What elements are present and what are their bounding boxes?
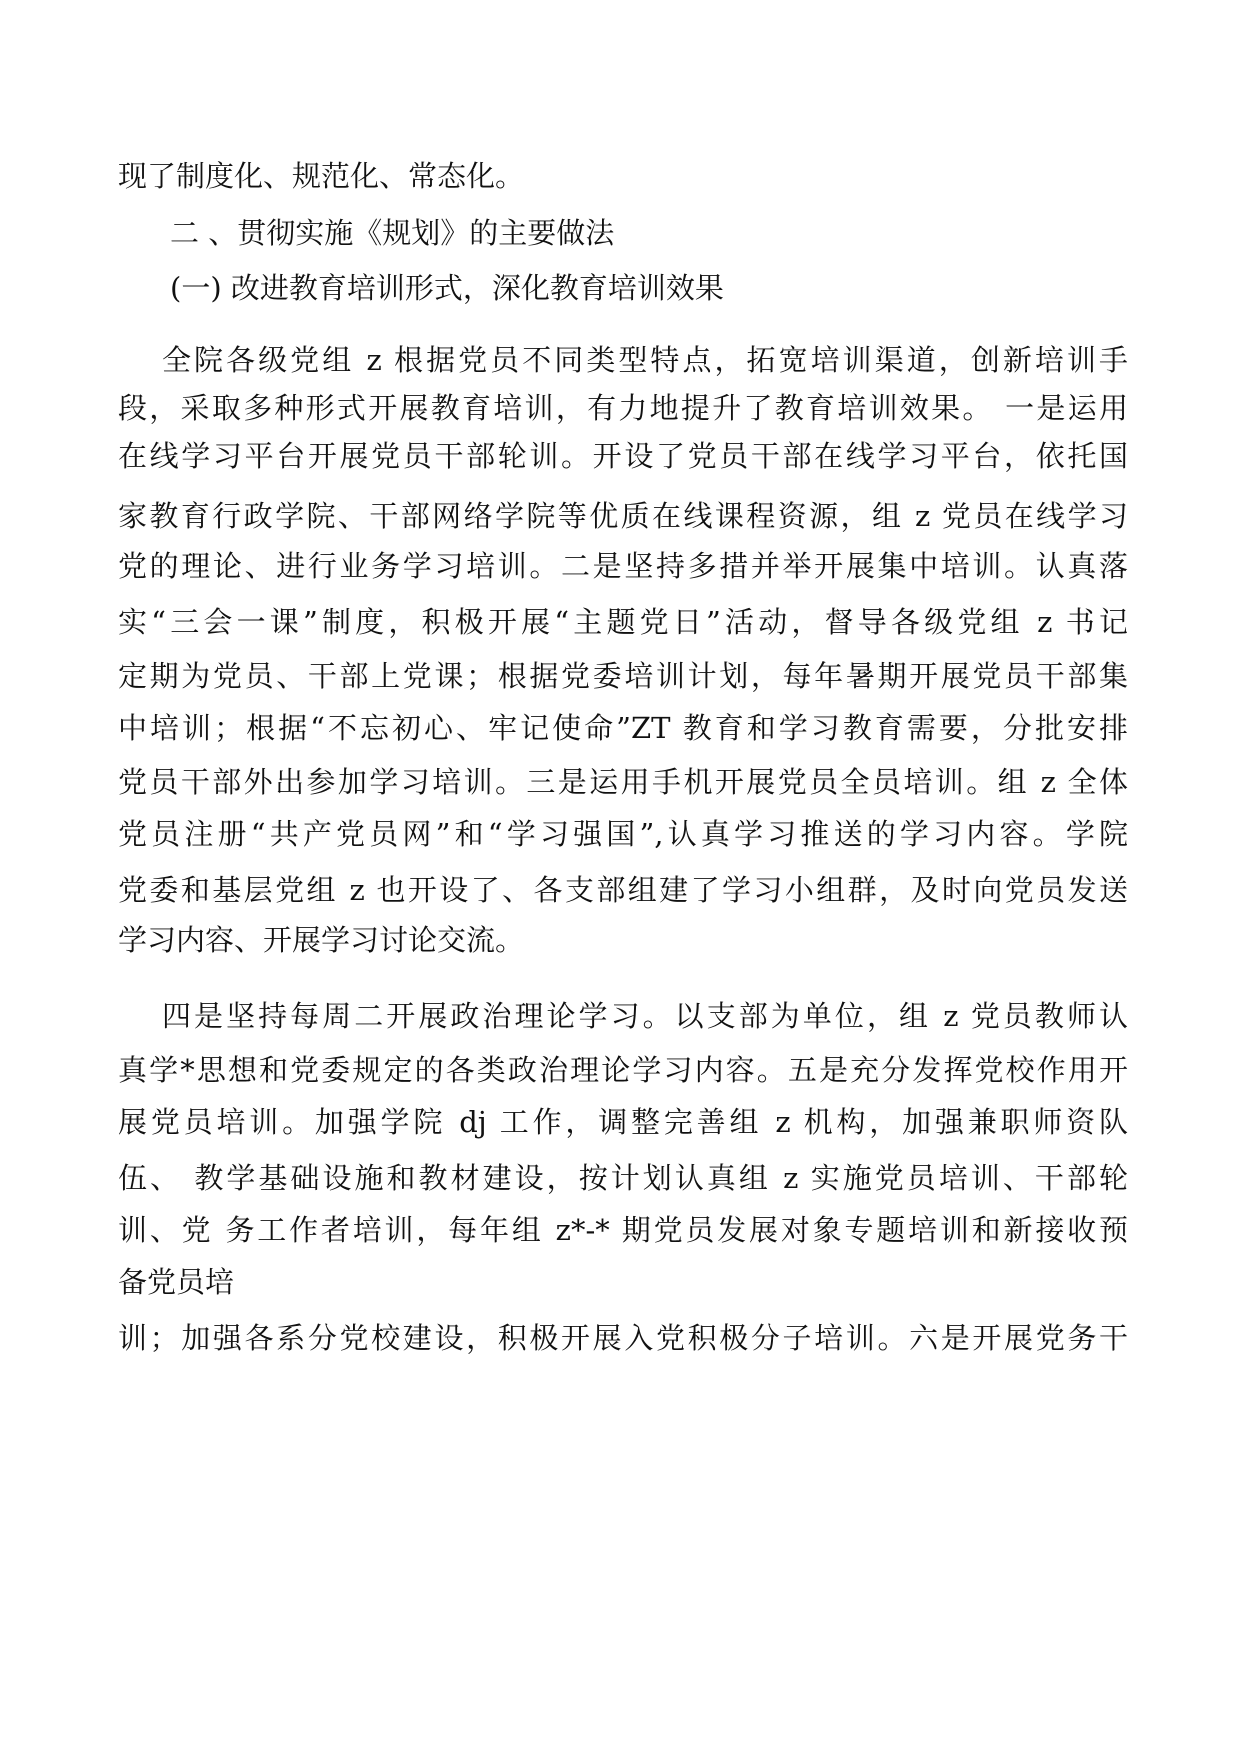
text-line: 训；加强各系分党校建设，积极开展入党积极分子培训。六是开展党务干 [118, 1321, 1128, 1355]
section-heading: 二 、贯彻实施《规划》的主要做法 [170, 216, 615, 250]
text-line: 四是坚持每周二开展政治理论学习。以支部为单位，组 z 党员教师认 [162, 999, 1128, 1033]
text-line: 党的理论、进行业务学习培训。二是坚持多措并举开展集中培训。认真落 [118, 549, 1128, 583]
text-line: 学习内容、开展学习讨论交流。 [118, 923, 525, 957]
text-line: 在线学习平台开展党员干部轮训。开设了党员干部在线学习平台，依托国 [118, 439, 1128, 473]
text-line: 伍、 教学基础设施和教材建设，按计划认真组 z 实施党员培训、干部轮 [118, 1161, 1128, 1195]
text-line: 展党员培训。加强学院 dj 工作，调整完善组 z 机构，加强兼职师资队 [118, 1105, 1128, 1139]
text-line: 定期为党员、干部上党课；根据党委培训计划，每年暑期开展党员干部集 [118, 659, 1128, 693]
text-line: 段，采取多种形式开展教育培训，有力地提升了教育培训效果。 一是运用 [118, 391, 1128, 425]
subsection-heading: (一) 改进教育培训形式，深化教育培训效果 [170, 271, 724, 305]
text-line: 全院各级党组 z 根据党员不同类型特点，拓宽培训渠道，创新培训手 [162, 343, 1128, 377]
text-line: 家教育行政学院、干部网络学院等优质在线课程资源，组 z 党员在线学习 [118, 499, 1128, 533]
text-line: 党委和基层党组 z 也开设了、各支部组建了学习小组群，及时向党员发送 [118, 873, 1128, 907]
text-line: 党员注册“共产党员网”和“学习强国”,认真学习推送的学习内容。学院 [118, 817, 1128, 851]
text-line: 备党员培 [118, 1265, 235, 1299]
text-line: 中培训；根据“不忘初心、牢记使命”ZT 教育和学习教育需要，分批安排 [118, 711, 1128, 745]
text-line: 党员干部外出参加学习培训。三是运用手机开展党员全员培训。组 z 全体 [118, 765, 1128, 799]
text-line: 实“三会一课”制度，积极开展“主题党日”活动，督导各级党组 z 书记 [118, 605, 1128, 639]
text-line: 真学*思想和党委规定的各类政治理论学习内容。五是充分发挥党校作用开 [118, 1053, 1128, 1087]
text-line: 现了制度化、规范化、常态化。 [118, 159, 525, 193]
text-line: 训、党 务工作者培训，每年组 z*-* 期党员发展对象专题培训和新接收预 [118, 1213, 1128, 1247]
